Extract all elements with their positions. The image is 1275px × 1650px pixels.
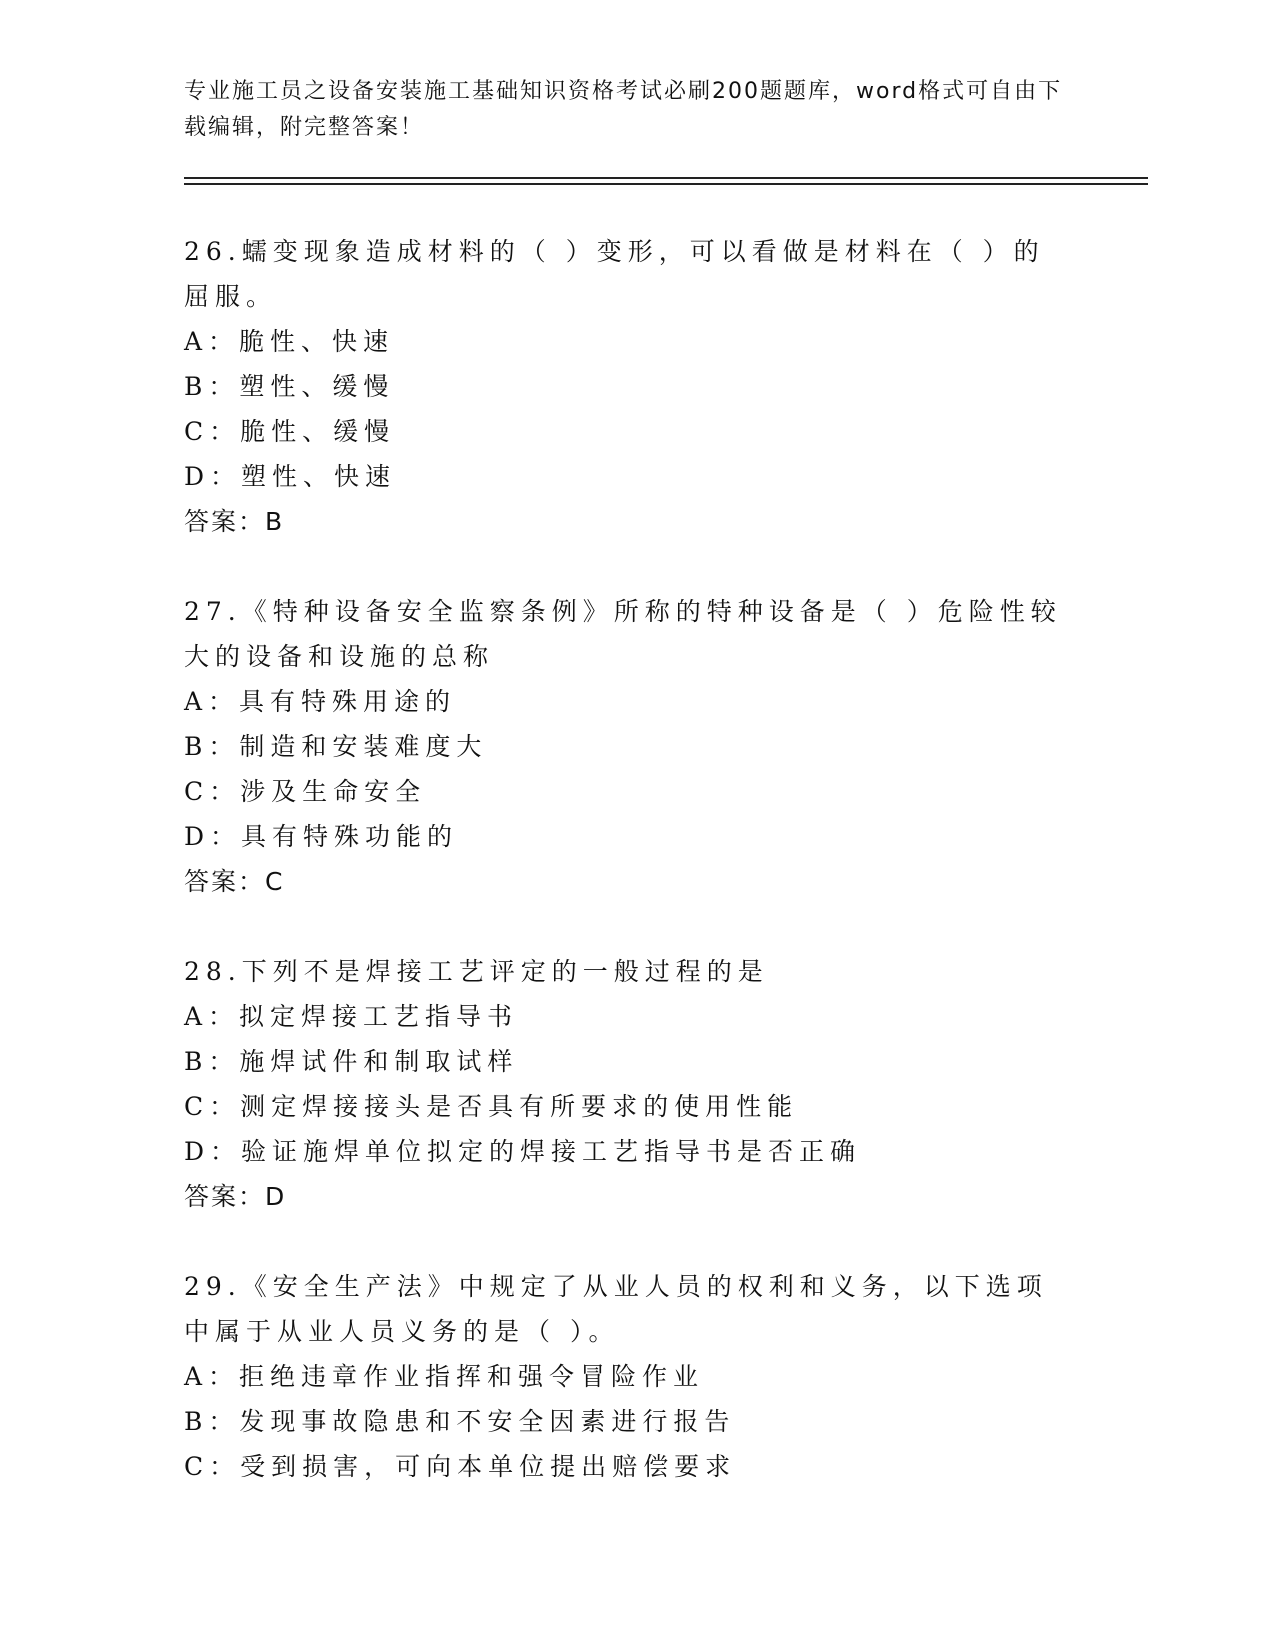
question-stem: 27.《特种设备安全监察条例》所称的特种设备是（ ）危险性较大的设备和设施的总称 (184, 597, 1062, 671)
option-b: B：塑性、缓慢 (184, 372, 395, 401)
question-list (184, 229, 1064, 1534)
question-stem: 26.蠕变现象造成材料的（ ）变形，可以看做是材料在（ ）的屈服。 (184, 237, 1045, 311)
option-d: D：验证施焊单位拟定的焊接工艺指导书是否正确 (184, 1137, 862, 1166)
question-29 (184, 1264, 1064, 1489)
option-c: C：涉及生命安全 (184, 777, 427, 806)
option-a: A：脆性、快速 (184, 327, 395, 356)
question-27 (184, 589, 1064, 904)
option-b: B：发现事故隐患和不安全因素进行报告 (184, 1407, 736, 1436)
question-stem: 29.《安全生产法》中规定了从业人员的权利和义务，以下选项中属于从业人员义务的是（ ）。 (184, 1272, 1048, 1346)
answer-label: 答案：D (184, 1182, 287, 1211)
question-28 (184, 949, 1064, 1219)
option-a: A：拒绝违章作业指挥和强令冒险作业 (184, 1362, 705, 1391)
option-a: A：具有特殊用途的 (184, 687, 457, 716)
option-c: C：脆性、缓慢 (184, 417, 396, 446)
option-d: D：塑性、快速 (184, 462, 397, 491)
option-d: D：具有特殊功能的 (184, 822, 459, 851)
option-c: C：受到损害，可向本单位提出赔偿要求 (184, 1452, 737, 1481)
question-stem: 28.下列不是焊接工艺评定的一般过程的是 (184, 957, 769, 986)
answer-label: 答案：C (184, 867, 285, 896)
answer-label: 答案：B (184, 507, 285, 536)
option-b: B：施焊试件和制取试样 (184, 1047, 519, 1076)
header-text: 专业施工员之设备安装施工基础知识资格考试必刷200题题库，word格式可自由下载编辑，附完整答案！ (184, 79, 1063, 140)
option-b: B：制造和安装难度大 (184, 732, 488, 761)
option-a: A：拟定焊接工艺指导书 (184, 1002, 519, 1031)
question-26 (184, 229, 1064, 544)
header-divider-top (184, 177, 1148, 179)
header-divider-bottom (184, 183, 1148, 185)
option-c: C：测定焊接接头是否具有所要求的使用性能 (184, 1092, 799, 1121)
